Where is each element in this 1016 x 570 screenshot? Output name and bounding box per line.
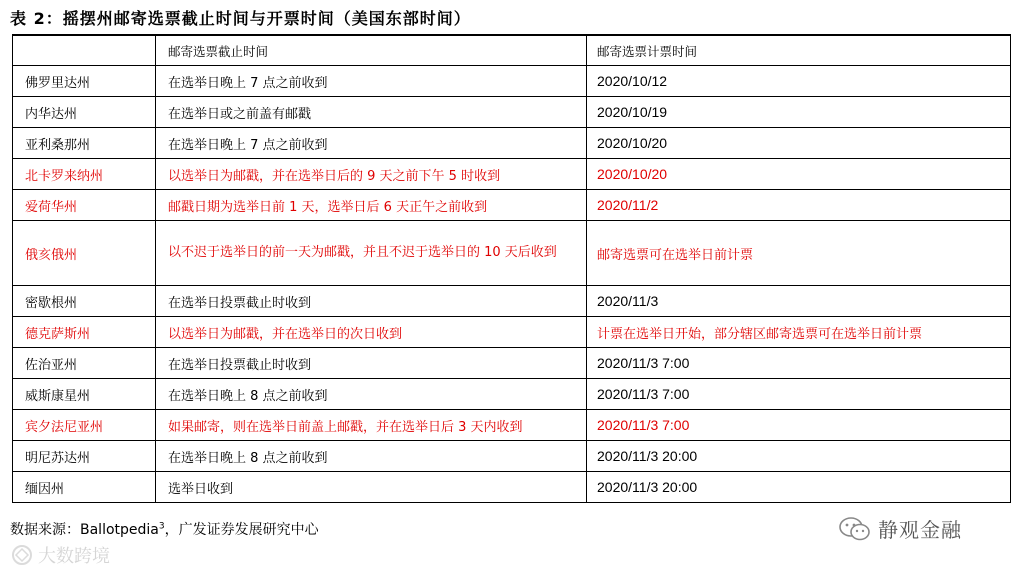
state-cell: 内华达州 [13, 97, 156, 128]
state-cell: 宾夕法尼亚州 [13, 410, 156, 441]
watermark-text: 大数跨境 [38, 546, 110, 567]
deadline-cell: 在选举日投票截止时收到 [156, 286, 587, 317]
table-row [13, 379, 1011, 410]
wechat-account-badge [838, 514, 962, 543]
count-cell: 2020/10/20 [587, 128, 1011, 159]
state-cell: 密歇根州 [13, 286, 156, 317]
count-cell: 2020/11/3 20:00 [587, 441, 1011, 472]
deadline-cell: 以选举日为邮戳，并在选举日后的 9 天之前下午 5 时收到 [156, 159, 587, 190]
watermark-logo-icon [10, 544, 34, 566]
header-deadline: 邮寄选票截止时间 [156, 35, 587, 66]
swing-state-table [12, 34, 1011, 503]
deadline-cell: 在选举日晚上 8 点之前收到 [156, 379, 587, 410]
count-cell: 2020/11/3 7:00 [587, 379, 1011, 410]
state-cell: 亚利桑那州 [13, 128, 156, 159]
count-cell: 2020/11/3 7:00 [587, 348, 1011, 379]
deadline-cell: 在选举日或之前盖有邮戳 [156, 97, 587, 128]
source-prefix: 数据来源：Ballotpedia [10, 522, 159, 538]
count-cell: 计票在选举日开始，部分辖区邮寄选票可在选举日前计票 [587, 317, 1011, 348]
source-note [10, 519, 319, 539]
state-cell: 俄亥俄州 [13, 221, 156, 286]
wechat-account-name: 静观金融 [878, 518, 962, 542]
table-row [13, 472, 1011, 503]
deadline-cell: 在选举日晚上 7 点之前收到 [156, 66, 587, 97]
table-row [13, 128, 1011, 159]
count-cell: 邮寄选票可在选举日前计票 [587, 221, 1011, 286]
table-row-highlighted [13, 410, 1011, 441]
table-row-highlighted [13, 317, 1011, 348]
wechat-icon [838, 516, 872, 542]
table-row [13, 66, 1011, 97]
deadline-cell: 在选举日投票截止时收到 [156, 348, 587, 379]
table-title: 表 2：摇摆州邮寄选票截止时间与开票时间（美国东部时间） [10, 9, 471, 28]
deadline-cell: 以不迟于选举日的前一天为邮戳，并且不迟于选举日的 10 天后收到 [156, 221, 587, 286]
table-row [13, 286, 1011, 317]
state-cell: 明尼苏达州 [13, 441, 156, 472]
source-suffix: ，广发证券发展研究中心 [164, 522, 319, 538]
header-state [13, 35, 156, 66]
deadline-cell: 在选举日晚上 8 点之前收到 [156, 441, 587, 472]
table-row-highlighted [13, 159, 1011, 190]
deadline-cell: 以选举日为邮戳，并在选举日的次日收到 [156, 317, 587, 348]
state-cell: 佛罗里达州 [13, 66, 156, 97]
count-cell: 2020/11/2 [587, 190, 1011, 221]
count-cell: 2020/10/12 [587, 66, 1011, 97]
deadline-cell: 选举日收到 [156, 472, 587, 503]
state-cell: 爱荷华州 [13, 190, 156, 221]
state-cell: 北卡罗来纳州 [13, 159, 156, 190]
table-row [13, 97, 1011, 128]
table-row-highlighted [13, 221, 1011, 286]
state-cell: 威斯康星州 [13, 379, 156, 410]
table-row-highlighted [13, 190, 1011, 221]
header-row [13, 35, 1011, 66]
watermark [10, 542, 110, 568]
table-row [13, 348, 1011, 379]
state-cell: 德克萨斯州 [13, 317, 156, 348]
header-count: 邮寄选票计票时间 [587, 35, 1011, 66]
table-row [13, 441, 1011, 472]
count-cell: 2020/10/20 [587, 159, 1011, 190]
count-cell: 2020/11/3 7:00 [587, 410, 1011, 441]
count-cell: 2020/10/19 [587, 97, 1011, 128]
source-footnote-mark: 3 [158, 521, 165, 532]
deadline-cell: 在选举日晚上 7 点之前收到 [156, 128, 587, 159]
state-cell: 缅因州 [13, 472, 156, 503]
deadline-cell: 邮戳日期为选举日前 1 天，选举日后 6 天正午之前收到 [156, 190, 587, 221]
state-cell: 佐治亚州 [13, 348, 156, 379]
count-cell: 2020/11/3 [587, 286, 1011, 317]
count-cell: 2020/11/3 20:00 [587, 472, 1011, 503]
deadline-cell: 如果邮寄，则在选举日前盖上邮戳，并在选举日后 3 天内收到 [156, 410, 587, 441]
